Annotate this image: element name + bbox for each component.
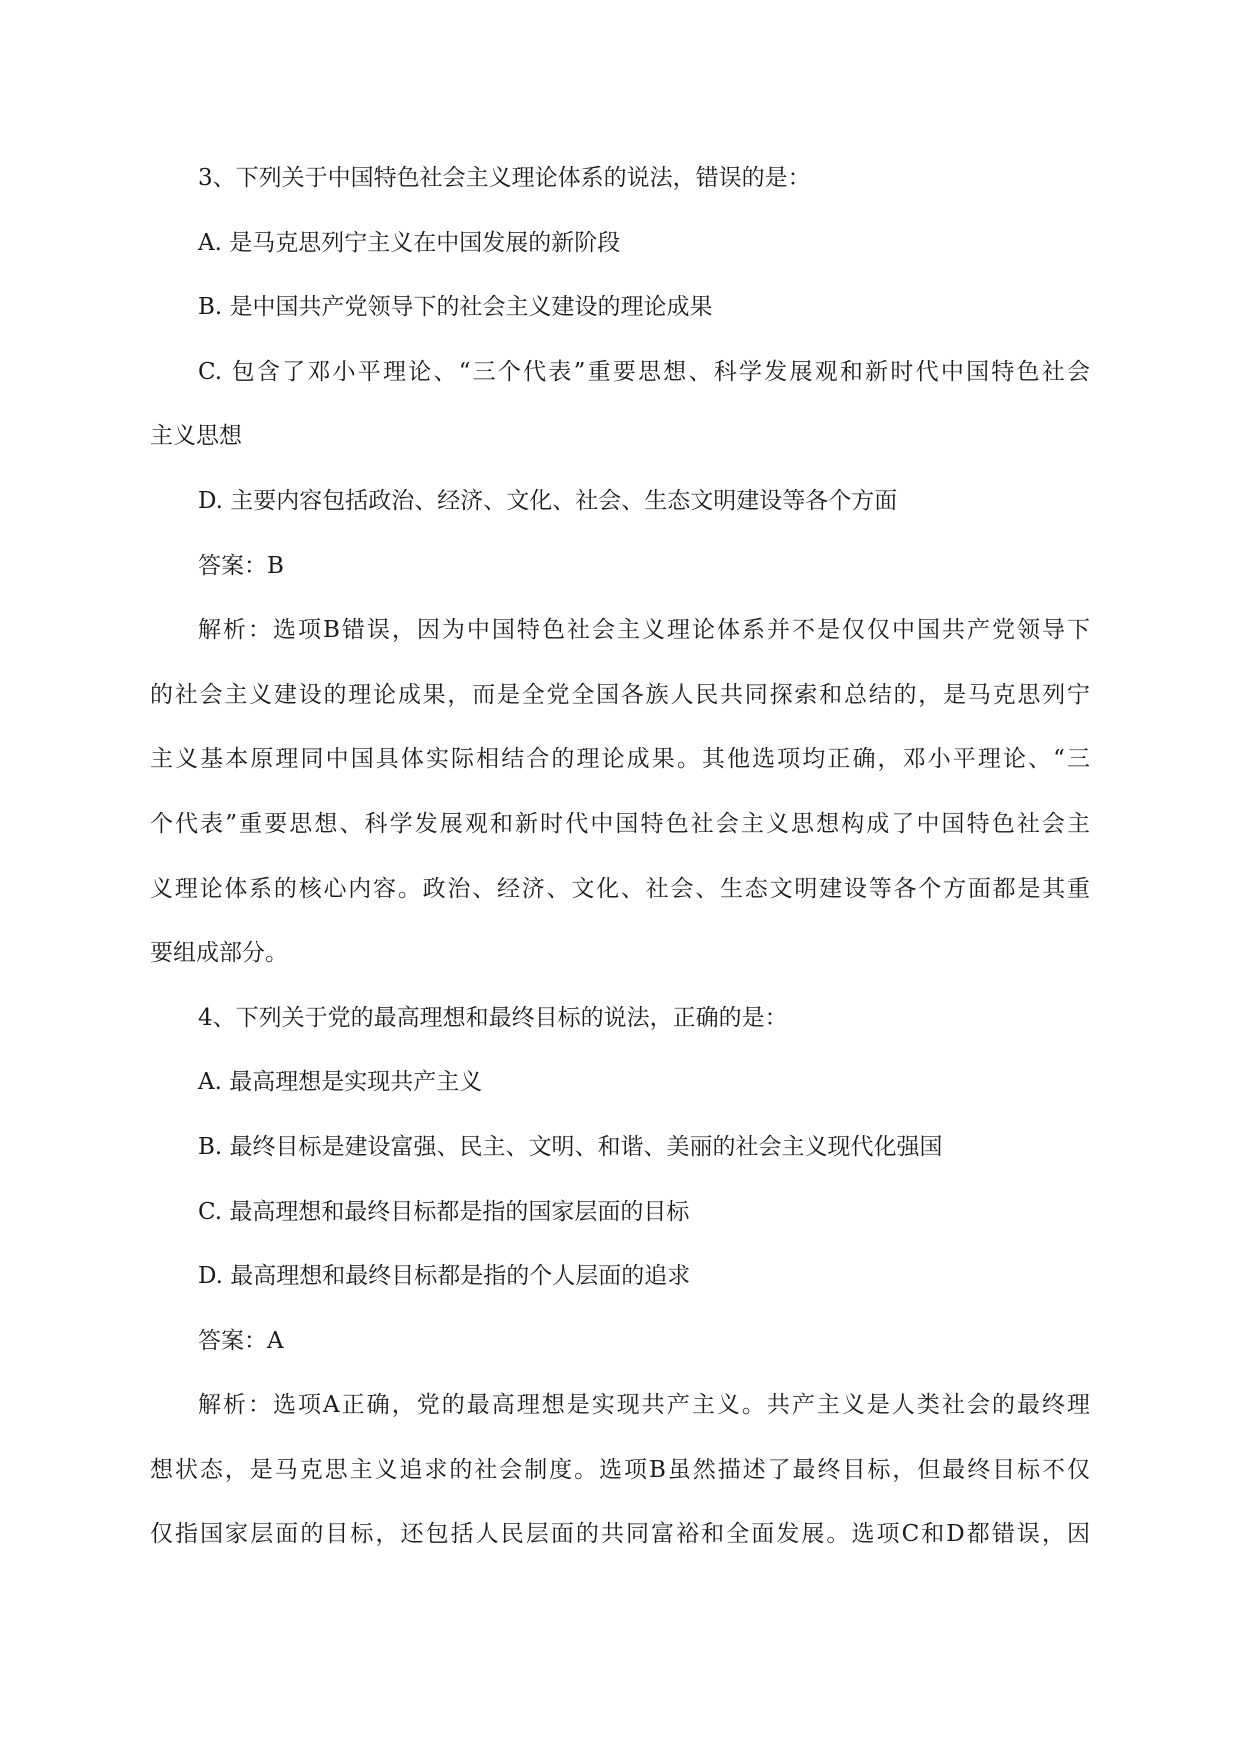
question-3 <box>150 146 1090 986</box>
explanation-line: 想状态，是马克思主义追求的社会制度。选项B虽然描述了最终目标，但最终目标不仅 <box>150 1456 1090 1483</box>
explanation-line: 个代表”重要思想、科学发展观和新时代中国特色社会主义思想构成了中国特色社会主 <box>150 810 1090 837</box>
question-3-option-b: B. 是中国共产党领导下的社会主义建设的理论成果 <box>198 294 713 321</box>
explanation-line: 要组成部分。 <box>150 940 288 967</box>
question-4-option-b: B. 最终目标是建设富强、民主、文明、和谐、美丽的社会主义现代化强国 <box>198 1133 943 1160</box>
explanation-line: 仅指国家层面的目标，还包括人民层面的共同富裕和全面发展。选项C和D都错误，因 <box>150 1521 1090 1548</box>
question-3-explanation <box>150 598 1090 986</box>
question-4-explanation <box>150 1373 1090 1567</box>
question-3-option-d: D. 主要内容包括政治、经济、文化、社会、生态文明建设等各个方面 <box>198 487 898 514</box>
question-4 <box>150 986 1090 1567</box>
question-4-answer: 答案：A <box>198 1327 284 1354</box>
question-4-option-d: D. 最高理想和最终目标都是指的个人层面的追求 <box>198 1263 691 1290</box>
explanation-line: 的社会主义建设的理论成果，而是全党全国各族人民共同探索和总结的，是马克思列宁 <box>150 681 1090 708</box>
explanation-line: 解析：选项B错误，因为中国特色社会主义理论体系并不是仅仅中国共产党领导下 <box>198 617 1090 644</box>
question-3-answer: 答案：B <box>198 552 284 579</box>
document-page <box>150 146 1090 1567</box>
question-4-stem: 4、下列关于党的最高理想和最终目标的说法，正确的是： <box>198 1004 788 1031</box>
question-3-option-c-line-2: 主义思想 <box>150 423 242 450</box>
explanation-line: 义理论体系的核心内容。政治、经济、文化、社会、生态文明建设等各个方面都是其重 <box>150 875 1090 902</box>
question-4-option-c: C. 最高理想和最终目标都是指的国家层面的目标 <box>198 1198 690 1225</box>
explanation-line: 解析：选项A正确，党的最高理想是实现共产主义。共产主义是人类社会的最终理 <box>198 1392 1090 1419</box>
question-3-option-c-line-1: C. 包含了邓小平理论、“三个代表”重要思想、科学发展观和新时代中国特色社会 <box>198 358 1090 385</box>
question-3-option-a: A. 是马克思列宁主义在中国发展的新阶段 <box>198 229 621 256</box>
explanation-line: 主义基本原理同中国具体实际相结合的理论成果。其他选项均正确，邓小平理论、“三 <box>150 746 1090 773</box>
question-3-stem: 3、下列关于中国特色社会主义理论体系的说法，错误的是： <box>198 165 811 191</box>
question-4-option-a: A. 最高理想是实现共产主义 <box>198 1069 483 1096</box>
